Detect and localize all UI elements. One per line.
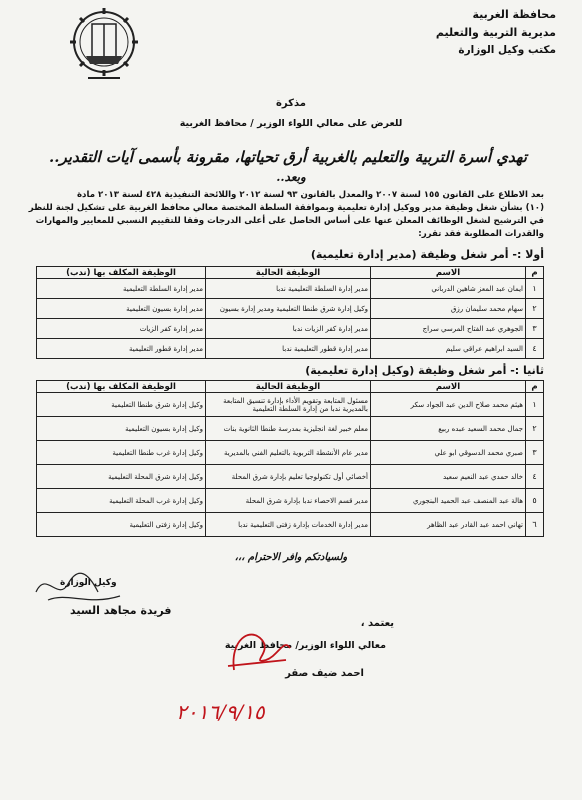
row-current-job: أخصائي أول تكنولوجيا تعليم بإدارة شرق المحلة xyxy=(206,465,371,489)
memo-recipient: للعرض على معالي اللواء الوزير / محافظ الغربية xyxy=(179,118,403,129)
table-row xyxy=(37,513,544,537)
table-row xyxy=(37,339,544,359)
closing-line: ولسيادتكم وافر الاحترام ،،، xyxy=(234,552,348,563)
row-index: ٥ xyxy=(526,489,544,513)
row-assigned-job: وكيل إدارة زفتى التعليمية xyxy=(37,513,206,537)
row-current-job: مسئول المتابعة وتقويم الأداء بإدارة تنسيق المتابعة بالمديرية ندبا من إدارة السلطة التعليمية xyxy=(206,393,371,417)
memo-after: وبعد.. xyxy=(276,170,306,184)
row-current-job: مدير قسم الاحصاء ندبا بإدارة شرق المحلة xyxy=(206,489,371,513)
row-name: سهام محمد سليمان رزق xyxy=(371,299,526,319)
undersecretary-label: وكيل الوزارة xyxy=(60,578,117,588)
body-line: (١٠) بشأن شغل وظيفة مدير ووكيل إدارة تعليمية وبموافقة السلطة المختصة معالي محافظ الغربية على تشكيل لجنة للنظر xyxy=(28,203,544,213)
body-line: بعد الاطلاع على القانون ١٥٥ لسنة ٢٠٠٧ والمعدل بالقانون ٩٣ لسنة ٢٠١٢ واللائحة التنفيذية ٤٢٨ لسنة ٢٠١٣ مادة xyxy=(76,190,544,200)
memo-greeting: تهدي أسرة التربية والتعليم بالغربية أرق تحياتها، مقرونة بأسمى آيات التقدير.. xyxy=(49,148,527,166)
row-current-job: مدير إدارة قطور التعليمية ندبا xyxy=(206,339,371,359)
header-governorate: محافظة الغربية xyxy=(472,8,556,21)
memo-title: مذكرة xyxy=(276,98,306,109)
row-current-job: معلم خبير لغة انجليزية بمدرسة طنطا الثانوية بنات xyxy=(206,417,371,441)
body-line: والقدرات المطلوبة فقد تقرر: xyxy=(418,229,544,239)
row-current-job: مدير إدارة السلطة التعليمية ندبا xyxy=(206,279,371,299)
row-assigned-job: وكيل إدارة شرق المحلة التعليمية xyxy=(37,465,206,489)
row-current-job: وكيل إدارة شرق طنطا التعليمية ومدير إدارة بسيون xyxy=(206,299,371,319)
row-index: ٢ xyxy=(526,417,544,441)
row-assigned-job: مدير إدارة قطور التعليمية xyxy=(37,339,206,359)
approval-name: احمد ضيف صقر xyxy=(285,668,364,679)
row-name: صبري محمد الدسوقي ابو علي xyxy=(371,441,526,465)
row-index: ١ xyxy=(526,393,544,417)
table-row xyxy=(37,279,544,299)
row-name: جمال محمد السعيد عبده ربيع xyxy=(371,417,526,441)
row-index: ٤ xyxy=(526,339,544,359)
col-header-current-job: الوظيفة الحالية xyxy=(206,267,371,279)
deputies-table xyxy=(36,380,544,537)
row-assigned-job: مدير إدارة السلطة التعليمية xyxy=(37,279,206,299)
row-name: الجوهري عبد الفتاح المرسي سراج xyxy=(371,319,526,339)
row-index: ٣ xyxy=(526,319,544,339)
col-header-assigned-job: الوظيفة المكلف بها (ندب) xyxy=(37,267,206,279)
row-index: ٣ xyxy=(526,441,544,465)
col-header-assigned-job: الوظيفة المكلف بها (ندب) xyxy=(37,381,206,393)
approval-title: معالي اللواء الوزير/ محافظ الغربية xyxy=(224,640,386,651)
row-name: تهاني احمد عبد القادر عبد الظاهر xyxy=(371,513,526,537)
header-directorate: مديرية التربية والتعليم xyxy=(435,26,556,39)
row-name: السيد ابراهيم عراقي سليم xyxy=(371,339,526,359)
table-row xyxy=(37,465,544,489)
col-header-index: م xyxy=(526,267,544,279)
undersecretary-name: فريدة مجاهد السيد xyxy=(70,604,172,617)
row-assigned-job: وكيل إدارة غرب طنطا التعليمية xyxy=(37,441,206,465)
approval-date: ٢٠١٦/٩/١٥ xyxy=(176,700,265,724)
row-assigned-job: وكيل إدارة بسيون التعليمية xyxy=(37,417,206,441)
header-office: مكتب وكيل الوزارة xyxy=(458,44,556,56)
row-assigned-job: وكيل إدارة غرب المحلة التعليمية xyxy=(37,489,206,513)
section2-title: ثانيا :- أمر شغل وظيفة (وكيل إدارة تعليمية) xyxy=(305,364,544,377)
row-index: ١ xyxy=(526,279,544,299)
row-name: هيثم محمد صلاح الدين عبد الجواد سكر xyxy=(371,393,526,417)
col-header-index: م xyxy=(526,381,544,393)
row-index: ٤ xyxy=(526,465,544,489)
table-row xyxy=(37,299,544,319)
table-row xyxy=(37,319,544,339)
row-current-job: مدير إدارة الخدمات بإدارة زفتى التعليمية ندبا xyxy=(206,513,371,537)
ministry-logo xyxy=(68,6,140,86)
section1-title: أولا :- أمر شغل وظيفة (مدير إدارة تعليمية) xyxy=(310,248,544,261)
approval-label: يعتمد ، xyxy=(360,618,394,629)
row-assigned-job: مدير إدارة كفر الزيات xyxy=(37,319,206,339)
row-assigned-job: مدير إدارة بسيون التعليمية xyxy=(37,299,206,319)
row-name: هالة عبد المنصف عبد الحميد البنجوري xyxy=(371,489,526,513)
row-current-job: مدير إدارة كفر الزيات ندبا xyxy=(206,319,371,339)
table-row xyxy=(37,489,544,513)
row-index: ٦ xyxy=(526,513,544,537)
table-row xyxy=(37,393,544,417)
col-header-current-job: الوظيفة الحالية xyxy=(206,381,371,393)
col-header-name: الاسم xyxy=(371,381,526,393)
row-index: ٢ xyxy=(526,299,544,319)
body-line: في الترشيح لشغل الوظائف المعلن عنها على أساس الحاصل على أعلى الدرجات وفقا للتقييم النسبي للمعايير والمهارات xyxy=(35,216,544,226)
row-current-job: مدير عام الأنشطة التربوية بالتعليم الفني بالمديرية xyxy=(206,441,371,465)
row-name: خالد حمدي عبد النعيم سعيد xyxy=(371,465,526,489)
row-assigned-job: وكيل إدارة شرق طنطا التعليمية xyxy=(37,393,206,417)
table-row xyxy=(37,417,544,441)
managers-table xyxy=(36,266,544,359)
col-header-name: الاسم xyxy=(371,267,526,279)
table-row xyxy=(37,441,544,465)
row-name: ايمان عبد المعز شاهين الدرباني xyxy=(371,279,526,299)
